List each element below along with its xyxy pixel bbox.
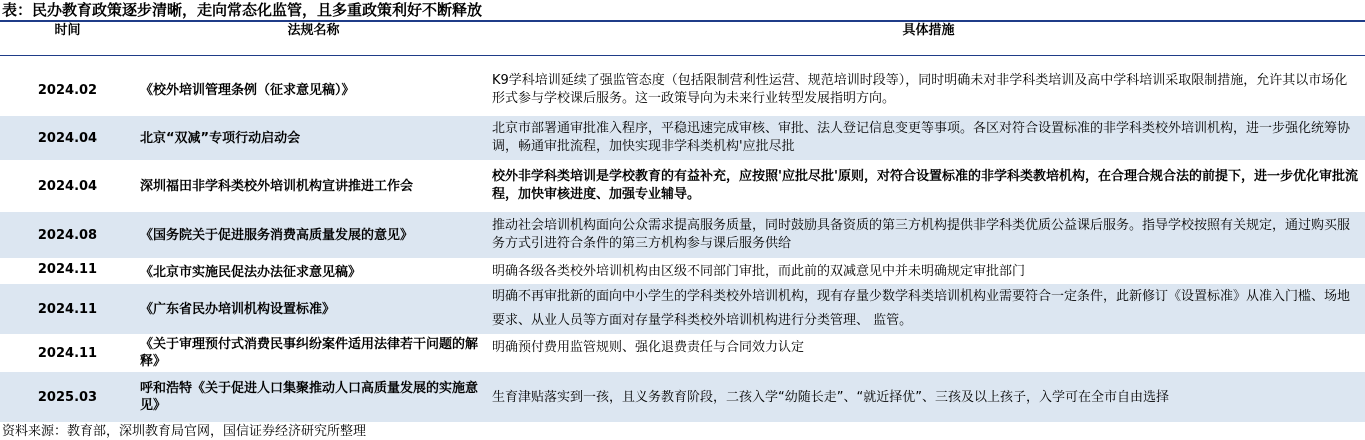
row-name: 呼和浩特《关于促进人口集聚推动人口高质量发展的实施意见》 xyxy=(140,381,479,413)
row-name: 北京“双减”专项行动启动会 xyxy=(140,130,301,146)
table-row xyxy=(0,284,1365,334)
table-row xyxy=(0,116,1365,160)
header-desc: 具体措施 xyxy=(902,23,955,38)
header-name: 法规名称 xyxy=(287,23,340,38)
table-row xyxy=(0,162,1365,210)
row-desc: 推动社会培训机构面向公众需求提高服务质量，同时鼓励具备资质的第三方机构提供非学科类优质公益课后服务。指导学校按照有关规定，通过购买服务方式引进符合条件的第三方机构参与课后服务供给 xyxy=(492,218,1351,251)
header-time: 时间 xyxy=(54,23,81,38)
row-desc: 明确各级各类校外培训机构由区级不同部门审批，而此前的双减意见中并未明确规定审批部门 xyxy=(492,264,1026,279)
table-row xyxy=(0,212,1365,258)
row-time: 2024.04 xyxy=(37,178,98,194)
row-name: 《广东省民办培训机构设置标准》 xyxy=(140,301,336,317)
row-time: 2024.08 xyxy=(37,227,98,243)
table-caption: 表：民办教育政策逐步清晰，走向常态化监管，且多重政策利好不断释放 xyxy=(2,1,483,19)
row-time: 2024.04 xyxy=(37,130,98,146)
row-name: 《关于审理预付式消费民事纠纷案件适用法律若干问题的解释》 xyxy=(140,337,479,369)
table-row xyxy=(0,260,1365,284)
row-time: 2025.03 xyxy=(37,389,98,405)
row-desc: 北京市部署通审批准入程序，平稳迅速完成审核、审批、法人登记信息变更等事项。各区对符合设置标准的非学科类校外培训机构，进一步强化统筹协调，畅通审批流程，加快实现非学科类机构'应批尽批 xyxy=(492,121,1351,154)
row-name: 《校外培训管理条例（征求意见稿）》 xyxy=(140,82,355,98)
table-row xyxy=(0,66,1365,114)
row-desc: 明确预付费用监管规则、强化退费责任与合同效力认定 xyxy=(492,340,805,355)
row-name: 深圳福田非学科类校外培训机构宣讲推进工作会 xyxy=(140,178,414,194)
row-desc: 生育津贴落实到一孩，且义务教育阶段，二孩入学“幼随长走”、“就近择优”、三孩及以上孩子，入学可在全市自由选择 xyxy=(492,389,1169,405)
source-note: 资料来源：教育部，深圳教育局官网，国信证券经济研究所整理 xyxy=(2,424,367,439)
row-time: 2024.11 xyxy=(37,301,98,317)
table-header xyxy=(0,20,1365,56)
table-row xyxy=(0,336,1365,370)
row-desc: K9学科培训延续了强监管态度（包括限制营利性运营、规范培训时段等），同时明确未对非学科类培训及高中学科培训采取限制措施，允许其以市场化形式参与学校课后服务。这一政策导向为未来行业转型发展指明方向。 xyxy=(492,73,1348,106)
row-time: 2024.11 xyxy=(37,261,98,277)
row-time: 2024.02 xyxy=(37,82,98,98)
row-name: 《国务院关于促进服务消费高质量发展的意见》 xyxy=(140,227,414,243)
row-desc: 明确不再审批新的面向中小学生的学科类校外培训机构，现有存量少数学科类培训机构业需要符合一定条件，此新修订《设置标准》从准入门槛、场地要求、从业人员等方面对存量学科类校外培训机构进行分类管理、 监管。 xyxy=(492,289,1351,328)
row-desc: 校外非学科类培训是学校教育的有益补充，应按照'应批尽批'原则，对符合设置标准的非学科类教培机构，在合理合规合法的前提下，进一步优化审批流程，加快审核进度、加强专业辅导。 xyxy=(492,169,1358,202)
row-name: 《北京市实施民促法办法征求意见稿》 xyxy=(140,264,362,280)
table-row xyxy=(0,372,1365,422)
row-time: 2024.11 xyxy=(37,345,98,361)
